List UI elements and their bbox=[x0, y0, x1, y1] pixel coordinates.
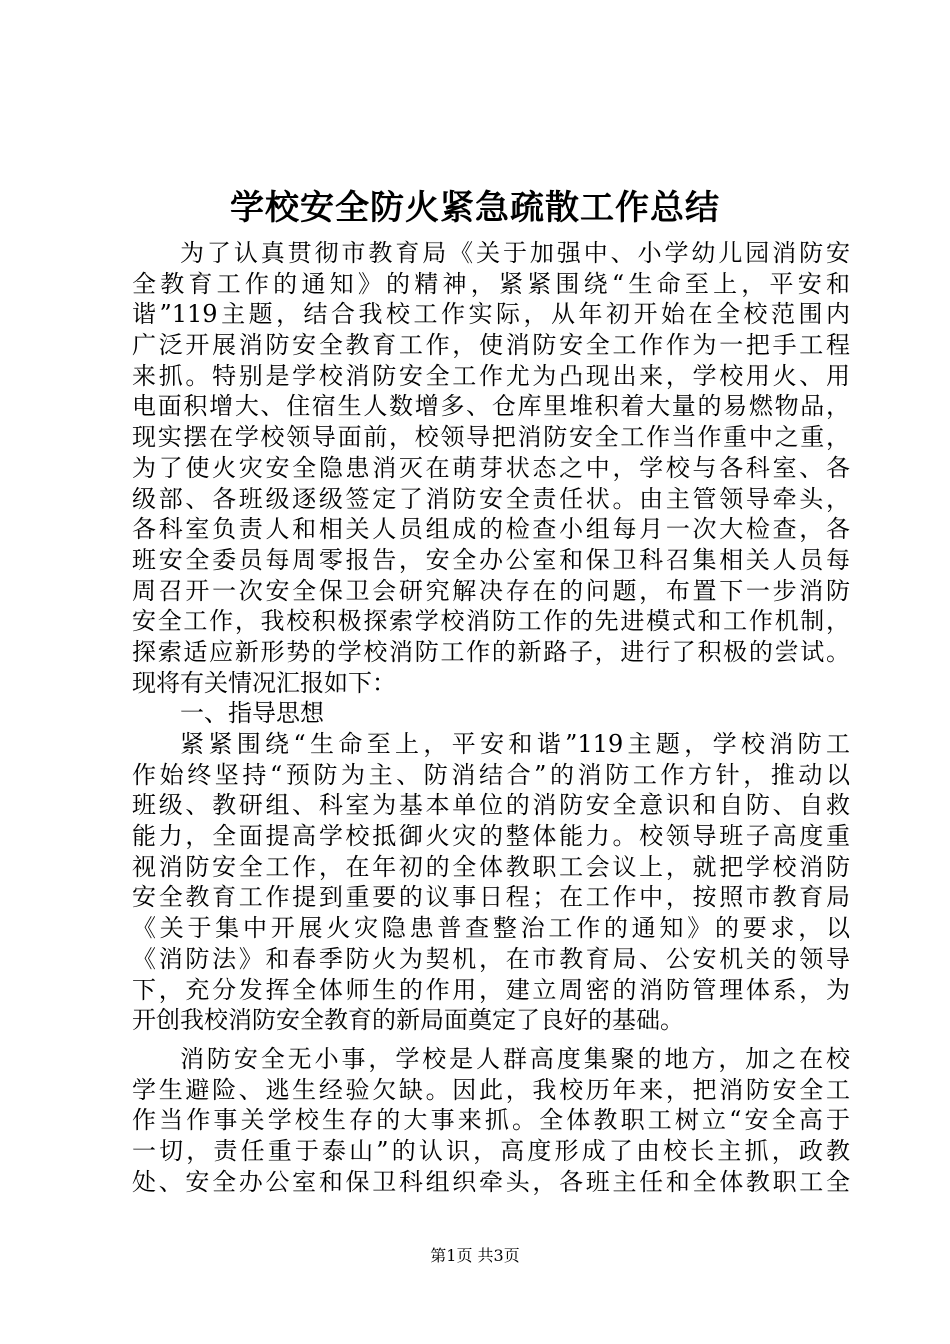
text-line: 安全工作，我校积极探索学校消防工作的先进模式和工作机制， bbox=[132, 607, 850, 636]
text-line: 各科室负责人和相关人员组成的检查小组每月一次大检查，各 bbox=[132, 515, 850, 544]
text-line: 电面积增大、住宿生人数增多、仓库里堆积着大量的易燃物品， bbox=[132, 392, 850, 421]
text-line: 全教育工作的通知》的精神，紧紧围绕“生命至上，平安和 bbox=[132, 269, 850, 298]
text-line: 处、安全办公室和保卫科组织牵头，各班主任和全体教职工全 bbox=[132, 1167, 850, 1196]
document-body bbox=[132, 238, 850, 1197]
heading-guiding-thought: 一、指导思想 bbox=[180, 699, 324, 728]
text-line: 能力，全面提高学校抵御火灾的整体能力。校领导班子高度重 bbox=[132, 822, 850, 851]
text-line: 消防安全无小事，学校是人群高度集聚的地方，加之在校 bbox=[180, 1044, 850, 1073]
text-line: 视消防安全工作，在年初的全体教职工会议上，就把学校消防 bbox=[132, 852, 850, 881]
paragraph-guiding-thought bbox=[132, 729, 850, 1036]
text-line: 级部、各班级逐级签定了消防安全责任状。由主管领导牵头， bbox=[132, 484, 850, 513]
text-line: 周召开一次安全保卫会研究解决存在的问题，布置下一步消防 bbox=[132, 576, 850, 605]
text-line: 安全教育工作提到重要的议事日程；在工作中，按照市教育局 bbox=[132, 883, 850, 912]
text-line: 《消防法》和春季防火为契机，在市教育局、公安机关的领导 bbox=[132, 944, 850, 973]
text-line: 一切，责任重于泰山”的认识，高度形成了由校长主抓，政教 bbox=[132, 1136, 850, 1165]
text-line: 谐”119主题，结合我校工作实际，从年初开始在全校范围内 bbox=[132, 300, 850, 329]
text-line: 学生避险、逃生经验欠缺。因此，我校历年来，把消防安全工 bbox=[132, 1075, 850, 1104]
text-line: 现实摆在学校领导面前，校领导把消防安全工作当作重中之重， bbox=[132, 423, 850, 452]
text-line: 《关于集中开展火灾隐患普查整治工作的通知》的要求，以 bbox=[132, 914, 850, 943]
text-line: 广泛开展消防安全教育工作，使消防安全工作作为一把手工程 bbox=[132, 331, 850, 360]
section-heading bbox=[132, 698, 850, 729]
text-line: 作当作事关学校生存的大事来抓。全体教职工树立“安全高于 bbox=[132, 1106, 850, 1135]
text-line: 下，充分发挥全体师生的作用，建立周密的消防管理体系，为 bbox=[132, 975, 850, 1004]
text-line: 紧紧围绕“生命至上，平安和谐”119主题，学校消防工 bbox=[180, 730, 850, 758]
paragraph-safety-first bbox=[132, 1044, 850, 1197]
text-line: 开创我校消防安全教育的新局面奠定了良好的基础。 bbox=[132, 1006, 684, 1035]
text-line: 探索适应新形势的学校消防工作的新路子，进行了积极的尝试。 bbox=[132, 637, 850, 666]
text-line: 为了认真贯彻市教育局《关于加强中、小学幼儿园消防安 bbox=[180, 239, 850, 267]
text-line: 来抓。特别是学校消防安全工作尤为凸现出来，学校用火、用 bbox=[132, 361, 850, 390]
text-line: 作始终坚持“预防为主、防消结合”的消防工作方针，推动以 bbox=[132, 760, 850, 789]
text-line: 为了使火灾安全隐患消灭在萌芽状态之中，学校与各科室、各 bbox=[132, 453, 850, 482]
text-line: 现将有关情况汇报如下： bbox=[132, 668, 396, 697]
document-title: 学校安全防火紧急疏散工作总结 bbox=[230, 188, 720, 228]
paragraph-intro bbox=[132, 238, 850, 698]
page-number-footer: 第1页 共3页 bbox=[430, 1246, 520, 1265]
text-line: 班级、教研组、科室为基本单位的消防安全意识和自防、自救 bbox=[132, 791, 850, 820]
text-line: 班安全委员每周零报告，安全办公室和保卫科召集相关人员每 bbox=[132, 545, 850, 574]
